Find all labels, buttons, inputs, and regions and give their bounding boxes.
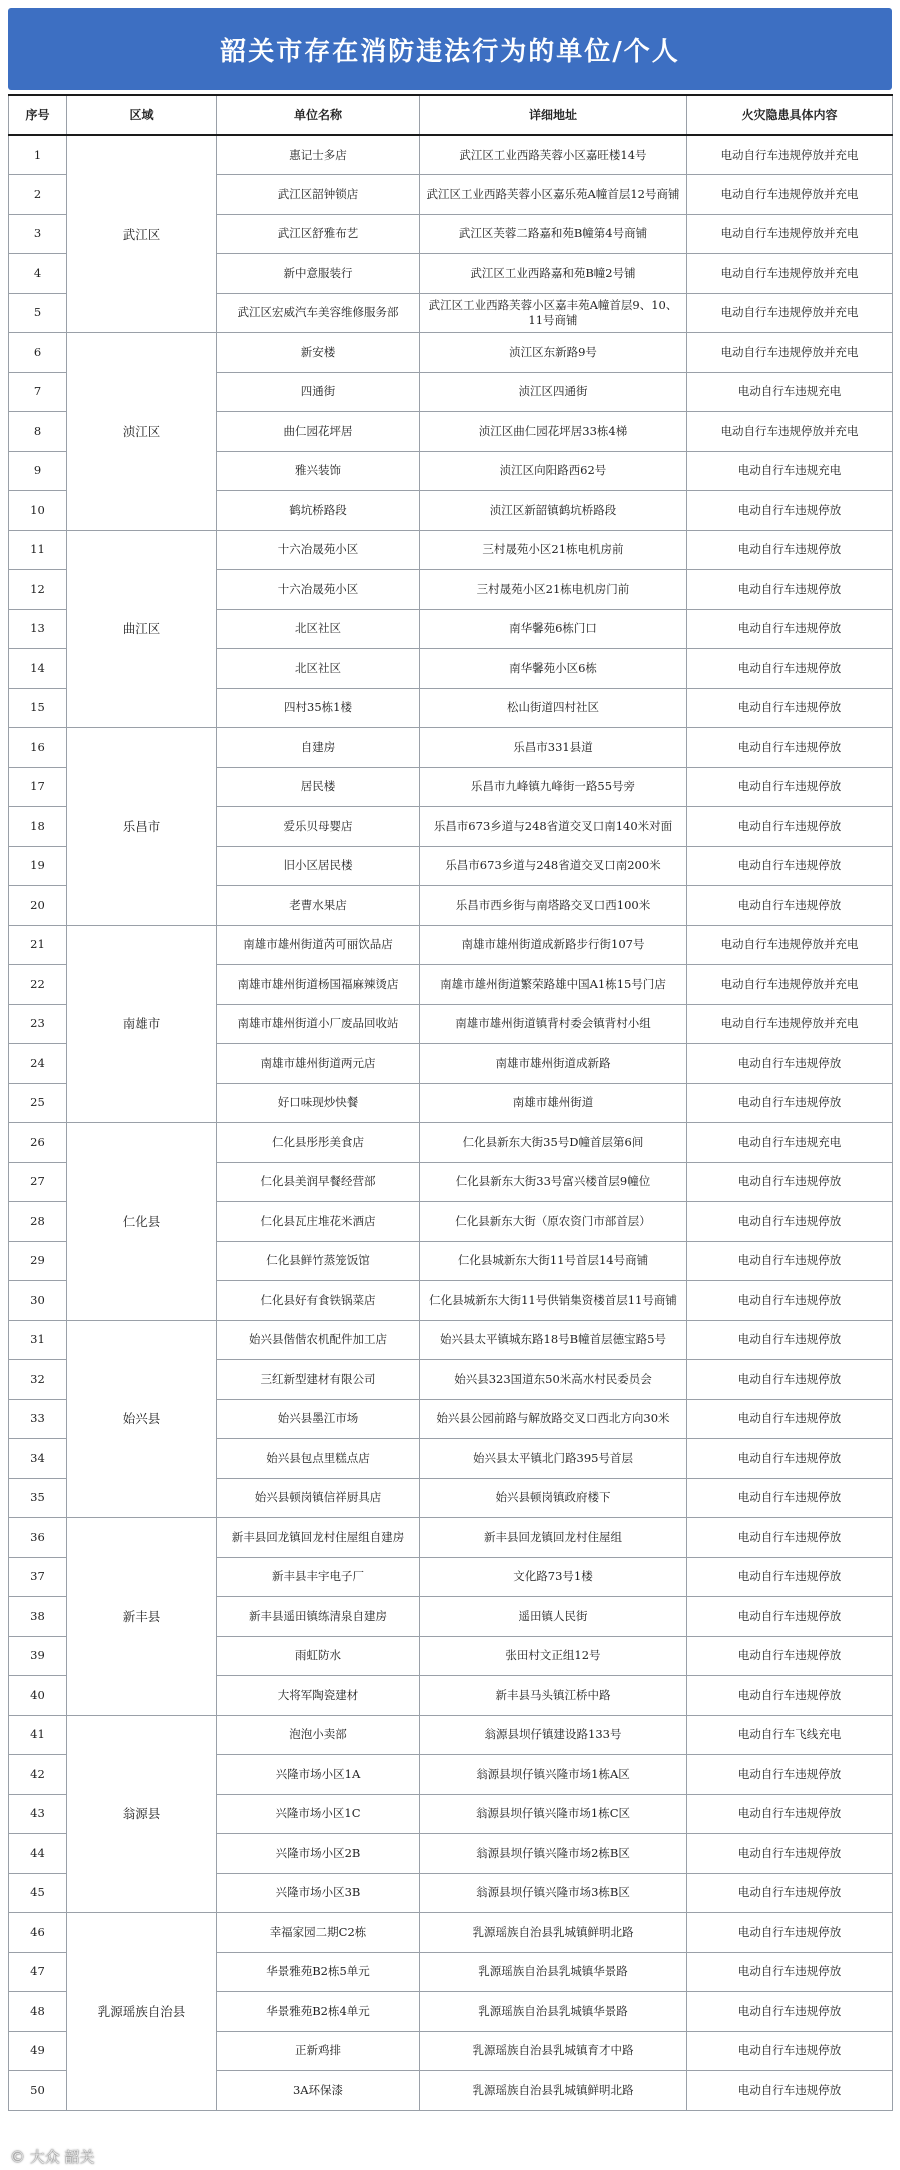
cell-address: 武江区工业西路芙蓉小区嘉乐苑A幢首层12号商铺 bbox=[420, 175, 687, 215]
cell-address: 武江区工业西路芙蓉小区嘉旺楼14号 bbox=[420, 135, 687, 175]
cell-index: 45 bbox=[9, 1873, 67, 1913]
cell-hazard: 电动自行车违规停放 bbox=[687, 2071, 893, 2111]
cell-unit-name: 兴隆市场小区1A bbox=[217, 1755, 420, 1795]
cell-unit-name: 北区社区 bbox=[217, 649, 420, 689]
cell-index: 22 bbox=[9, 965, 67, 1005]
cell-hazard: 电动自行车违规停放并充电 bbox=[687, 925, 893, 965]
cell-unit-name: 新安楼 bbox=[217, 333, 420, 373]
cell-hazard: 电动自行车违规停放 bbox=[687, 1834, 893, 1874]
table-header-row bbox=[9, 95, 893, 135]
cell-unit-name: 北区社区 bbox=[217, 609, 420, 649]
table-row bbox=[9, 925, 893, 965]
cell-unit-name: 旧小区居民楼 bbox=[217, 846, 420, 886]
cell-index: 21 bbox=[9, 925, 67, 965]
cell-hazard: 电动自行车违规停放 bbox=[687, 846, 893, 886]
cell-unit-name: 四村35栋1楼 bbox=[217, 688, 420, 728]
cell-address: 翁源县坝仔镇建设路133号 bbox=[420, 1715, 687, 1755]
cell-hazard: 电动自行车违规停放 bbox=[687, 767, 893, 807]
cell-hazard: 电动自行车违规停放 bbox=[687, 688, 893, 728]
cell-unit-name: 仁化县彤彤美食店 bbox=[217, 1123, 420, 1163]
cell-hazard: 电动自行车违规停放并充电 bbox=[687, 135, 893, 175]
cell-unit-name: 南雄市雄州街道杨国福麻辣烫店 bbox=[217, 965, 420, 1005]
cell-index: 23 bbox=[9, 1004, 67, 1044]
cell-index: 46 bbox=[9, 1913, 67, 1953]
cell-address: 仁化县城新东大街11号首层14号商铺 bbox=[420, 1241, 687, 1281]
cell-hazard: 电动自行车违规充电 bbox=[687, 451, 893, 491]
cell-hazard: 电动自行车违规停放 bbox=[687, 1952, 893, 1992]
cell-hazard: 电动自行车违规停放 bbox=[687, 1320, 893, 1360]
cell-address: 松山街道四村社区 bbox=[420, 688, 687, 728]
cell-address: 仁化县新东大街33号富兴楼首层9幢位 bbox=[420, 1162, 687, 1202]
cell-district: 仁化县 bbox=[67, 1123, 217, 1321]
cell-address: 武江区芙蓉二路嘉和苑B幢第4号商铺 bbox=[420, 214, 687, 254]
cell-hazard: 电动自行车违规停放并充电 bbox=[687, 254, 893, 294]
cell-address: 乐昌市331县道 bbox=[420, 728, 687, 768]
cell-unit-name: 仁化县美润早餐经营部 bbox=[217, 1162, 420, 1202]
cell-address: 遥田镇人民街 bbox=[420, 1597, 687, 1637]
cell-district: 翁源县 bbox=[67, 1715, 217, 1913]
cell-index: 35 bbox=[9, 1478, 67, 1518]
cell-unit-name: 兴隆市场小区1C bbox=[217, 1794, 420, 1834]
cell-address: 仁化县新东大街（原农资门市部首层） bbox=[420, 1202, 687, 1242]
cell-hazard: 电动自行车违规停放 bbox=[687, 728, 893, 768]
cell-unit-name: 惠记士多店 bbox=[217, 135, 420, 175]
cell-index: 4 bbox=[9, 254, 67, 294]
cell-address: 浈江区四通街 bbox=[420, 372, 687, 412]
cell-district: 浈江区 bbox=[67, 333, 217, 531]
cell-address: 乳源瑶族自治县乳城镇鲜明北路 bbox=[420, 1913, 687, 1953]
cell-unit-name: 三红新型建材有限公司 bbox=[217, 1360, 420, 1400]
cell-address: 翁源县坝仔镇兴隆市场1栋A区 bbox=[420, 1755, 687, 1795]
cell-hazard: 电动自行车违规停放 bbox=[687, 1755, 893, 1795]
cell-address: 新丰县马头镇江桥中路 bbox=[420, 1676, 687, 1716]
cell-address: 始兴县公园前路与解放路交叉口西北方向30米 bbox=[420, 1399, 687, 1439]
cell-hazard: 电动自行车违规停放 bbox=[687, 1794, 893, 1834]
cell-unit-name: 自建房 bbox=[217, 728, 420, 768]
cell-index: 44 bbox=[9, 1834, 67, 1874]
cell-address: 仁化县新东大街35号D幢首层第6间 bbox=[420, 1123, 687, 1163]
cell-index: 20 bbox=[9, 886, 67, 926]
cell-address: 南雄市雄州街道 bbox=[420, 1083, 687, 1123]
cell-hazard: 电动自行车违规停放 bbox=[687, 491, 893, 531]
cell-unit-name: 正新鸡排 bbox=[217, 2031, 420, 2071]
cell-index: 1 bbox=[9, 135, 67, 175]
cell-address: 翁源县坝仔镇兴隆市场1栋C区 bbox=[420, 1794, 687, 1834]
cell-district: 武江区 bbox=[67, 135, 217, 333]
cell-index: 43 bbox=[9, 1794, 67, 1834]
column-header-district: 区域 bbox=[67, 95, 217, 135]
cell-unit-name: 始兴县包点里糕点店 bbox=[217, 1439, 420, 1479]
cell-unit-name: 新丰县丰宇电子厂 bbox=[217, 1557, 420, 1597]
cell-address: 乐昌市673乡道与248省道交叉口南200米 bbox=[420, 846, 687, 886]
cell-hazard: 电动自行车违规停放 bbox=[687, 1162, 893, 1202]
cell-district: 曲江区 bbox=[67, 530, 217, 728]
cell-address: 南华馨苑小区6栋 bbox=[420, 649, 687, 689]
cell-address: 南雄市雄州街道镇背村委会镇背村小组 bbox=[420, 1004, 687, 1044]
cell-index: 15 bbox=[9, 688, 67, 728]
cell-index: 29 bbox=[9, 1241, 67, 1281]
cell-index: 11 bbox=[9, 530, 67, 570]
cell-address: 浈江区东新路9号 bbox=[420, 333, 687, 373]
cell-unit-name: 3A环保漆 bbox=[217, 2071, 420, 2111]
cell-unit-name: 南雄市雄州街道两元店 bbox=[217, 1044, 420, 1084]
cell-index: 25 bbox=[9, 1083, 67, 1123]
cell-address: 三村晟苑小区21栋电机房前 bbox=[420, 530, 687, 570]
cell-hazard: 电动自行车违规停放 bbox=[687, 1636, 893, 1676]
cell-unit-name: 武江区韶钟锁店 bbox=[217, 175, 420, 215]
cell-unit-name: 华景雅苑B2栋4单元 bbox=[217, 1992, 420, 2032]
cell-unit-name: 鹤坑桥路段 bbox=[217, 491, 420, 531]
cell-hazard: 电动自行车违规停放 bbox=[687, 2031, 893, 2071]
cell-address: 始兴县太平镇城东路18号B幢首层德宝路5号 bbox=[420, 1320, 687, 1360]
cell-hazard: 电动自行车违规充电 bbox=[687, 372, 893, 412]
cell-unit-name: 幸福家园二期C2栋 bbox=[217, 1913, 420, 1953]
cell-hazard: 电动自行车违规充电 bbox=[687, 1123, 893, 1163]
cell-index: 42 bbox=[9, 1755, 67, 1795]
cell-hazard: 电动自行车违规停放 bbox=[687, 1399, 893, 1439]
cell-unit-name: 十六冶晟苑小区 bbox=[217, 570, 420, 610]
cell-unit-name: 新丰县遥田镇练清泉自建房 bbox=[217, 1597, 420, 1637]
cell-hazard: 电动自行车违规停放 bbox=[687, 886, 893, 926]
cell-address: 始兴县323国道东50米高水村民委员会 bbox=[420, 1360, 687, 1400]
cell-index: 24 bbox=[9, 1044, 67, 1084]
cell-hazard: 电动自行车违规停放 bbox=[687, 1202, 893, 1242]
cell-unit-name: 南雄市雄州街道小厂废品回收站 bbox=[217, 1004, 420, 1044]
cell-index: 14 bbox=[9, 649, 67, 689]
cell-index: 8 bbox=[9, 412, 67, 452]
cell-unit-name: 爱乐贝母婴店 bbox=[217, 807, 420, 847]
cell-address: 始兴县顿岗镇政府楼下 bbox=[420, 1478, 687, 1518]
cell-hazard: 电动自行车违规停放 bbox=[687, 609, 893, 649]
cell-address: 乐昌市九峰镇九峰街一路55号旁 bbox=[420, 767, 687, 807]
title-banner bbox=[8, 8, 892, 90]
cell-index: 38 bbox=[9, 1597, 67, 1637]
cell-address: 文化路73号1楼 bbox=[420, 1557, 687, 1597]
cell-address: 新丰县回龙镇回龙村住屋组 bbox=[420, 1518, 687, 1558]
cell-index: 2 bbox=[9, 175, 67, 215]
cell-index: 27 bbox=[9, 1162, 67, 1202]
cell-unit-name: 泡泡小卖部 bbox=[217, 1715, 420, 1755]
cell-hazard: 电动自行车违规停放 bbox=[687, 1597, 893, 1637]
cell-hazard: 电动自行车违规停放 bbox=[687, 530, 893, 570]
cell-hazard: 电动自行车违规停放 bbox=[687, 1439, 893, 1479]
cell-index: 6 bbox=[9, 333, 67, 373]
cell-hazard: 电动自行车违规停放 bbox=[687, 1992, 893, 2032]
cell-unit-name: 武江区舒雅布艺 bbox=[217, 214, 420, 254]
cell-address: 武江区工业西路嘉和苑B幢2号铺 bbox=[420, 254, 687, 294]
table-body bbox=[9, 135, 893, 2110]
cell-hazard: 电动自行车违规停放 bbox=[687, 1913, 893, 1953]
cell-index: 37 bbox=[9, 1557, 67, 1597]
cell-address: 南华馨苑6栋门口 bbox=[420, 609, 687, 649]
cell-unit-name: 兴隆市场小区2B bbox=[217, 1834, 420, 1874]
cell-unit-name: 始兴县偕偕农机配件加工店 bbox=[217, 1320, 420, 1360]
column-header-unit-name: 单位名称 bbox=[217, 95, 420, 135]
cell-unit-name: 新丰县回龙镇回龙村住屋组自建房 bbox=[217, 1518, 420, 1558]
cell-address: 乳源瑶族自治县乳城镇华景路 bbox=[420, 1992, 687, 2032]
cell-hazard: 电动自行车飞线充电 bbox=[687, 1715, 893, 1755]
cell-hazard: 电动自行车违规停放并充电 bbox=[687, 175, 893, 215]
cell-index: 7 bbox=[9, 372, 67, 412]
cell-unit-name: 好口味现炒快餐 bbox=[217, 1083, 420, 1123]
table-row bbox=[9, 1320, 893, 1360]
cell-hazard: 电动自行车违规停放 bbox=[687, 1478, 893, 1518]
cell-index: 28 bbox=[9, 1202, 67, 1242]
cell-unit-name: 仁化县好有食铁锅菜店 bbox=[217, 1281, 420, 1321]
violations-table bbox=[8, 94, 893, 2111]
cell-hazard: 电动自行车违规停放 bbox=[687, 1044, 893, 1084]
cell-index: 36 bbox=[9, 1518, 67, 1558]
cell-index: 19 bbox=[9, 846, 67, 886]
cell-index: 39 bbox=[9, 1636, 67, 1676]
cell-index: 5 bbox=[9, 293, 67, 333]
cell-index: 40 bbox=[9, 1676, 67, 1716]
cell-unit-name: 四通街 bbox=[217, 372, 420, 412]
cell-unit-name: 老曹水果店 bbox=[217, 886, 420, 926]
cell-address: 乳源瑶族自治县乳城镇华景路 bbox=[420, 1952, 687, 1992]
cell-hazard: 电动自行车违规停放 bbox=[687, 1281, 893, 1321]
table-row bbox=[9, 1518, 893, 1558]
watermark: © 大众 韶关 bbox=[10, 2148, 95, 2166]
cell-index: 26 bbox=[9, 1123, 67, 1163]
cell-index: 48 bbox=[9, 1992, 67, 2032]
cell-index: 32 bbox=[9, 1360, 67, 1400]
cell-index: 16 bbox=[9, 728, 67, 768]
cell-index: 34 bbox=[9, 1439, 67, 1479]
cell-unit-name: 兴隆市场小区3B bbox=[217, 1873, 420, 1913]
cell-index: 30 bbox=[9, 1281, 67, 1321]
cell-address: 三村晟苑小区21栋电机房门前 bbox=[420, 570, 687, 610]
cell-index: 50 bbox=[9, 2071, 67, 2111]
table-row bbox=[9, 1715, 893, 1755]
cell-district: 乳源瑶族自治县 bbox=[67, 1913, 217, 2111]
cell-index: 33 bbox=[9, 1399, 67, 1439]
cell-unit-name: 仁化县鲜竹蒸笼饭馆 bbox=[217, 1241, 420, 1281]
cell-index: 10 bbox=[9, 491, 67, 531]
cell-index: 3 bbox=[9, 214, 67, 254]
cell-hazard: 电动自行车违规停放并充电 bbox=[687, 1004, 893, 1044]
table-row bbox=[9, 135, 893, 175]
cell-address: 翁源县坝仔镇兴隆市场2栋B区 bbox=[420, 1834, 687, 1874]
cell-address: 乳源瑶族自治县乳城镇鲜明北路 bbox=[420, 2071, 687, 2111]
cell-unit-name: 曲仁园花坪居 bbox=[217, 412, 420, 452]
cell-index: 31 bbox=[9, 1320, 67, 1360]
cell-district: 新丰县 bbox=[67, 1518, 217, 1716]
cell-address: 仁化县城新东大街11号供销集资楼首层11号商铺 bbox=[420, 1281, 687, 1321]
cell-index: 12 bbox=[9, 570, 67, 610]
cell-hazard: 电动自行车违规停放 bbox=[687, 1360, 893, 1400]
cell-unit-name: 华景雅苑B2栋5单元 bbox=[217, 1952, 420, 1992]
cell-hazard: 电动自行车违规停放 bbox=[687, 1676, 893, 1716]
cell-hazard: 电动自行车违规停放 bbox=[687, 570, 893, 610]
cell-hazard: 电动自行车违规停放并充电 bbox=[687, 412, 893, 452]
table-row bbox=[9, 333, 893, 373]
cell-address: 南雄市雄州街道繁荣路雄中国A1栋15号门店 bbox=[420, 965, 687, 1005]
cell-hazard: 电动自行车违规停放并充电 bbox=[687, 333, 893, 373]
table-row bbox=[9, 1123, 893, 1163]
cell-index: 18 bbox=[9, 807, 67, 847]
cell-index: 17 bbox=[9, 767, 67, 807]
cell-index: 41 bbox=[9, 1715, 67, 1755]
cell-hazard: 电动自行车违规停放 bbox=[687, 1557, 893, 1597]
cell-address: 乐昌市西乡街与南塔路交叉口西100米 bbox=[420, 886, 687, 926]
cell-address: 南雄市雄州街道成新路步行街107号 bbox=[420, 925, 687, 965]
cell-unit-name: 居民楼 bbox=[217, 767, 420, 807]
cell-district: 乐昌市 bbox=[67, 728, 217, 926]
cell-unit-name: 南雄市雄州街道芮可丽饮品店 bbox=[217, 925, 420, 965]
page-title: 韶关市存在消防违法行为的单位/个人 bbox=[220, 36, 680, 67]
column-header-hazard: 火灾隐患具体内容 bbox=[687, 95, 893, 135]
table-row bbox=[9, 530, 893, 570]
cell-index: 9 bbox=[9, 451, 67, 491]
cell-unit-name: 雨虹防水 bbox=[217, 1636, 420, 1676]
cell-address: 始兴县太平镇北门路395号首层 bbox=[420, 1439, 687, 1479]
cell-unit-name: 始兴县墨江市场 bbox=[217, 1399, 420, 1439]
cell-unit-name: 武江区宏威汽车美容维修服务部 bbox=[217, 293, 420, 333]
cell-hazard: 电动自行车违规停放 bbox=[687, 1518, 893, 1558]
cell-hazard: 电动自行车违规停放 bbox=[687, 1083, 893, 1123]
cell-address: 浈江区新韶镇鹤坑桥路段 bbox=[420, 491, 687, 531]
cell-index: 13 bbox=[9, 609, 67, 649]
cell-address: 张田村文正组12号 bbox=[420, 1636, 687, 1676]
cell-unit-name: 仁化县瓦庄堆花米酒店 bbox=[217, 1202, 420, 1242]
cell-unit-name: 十六冶晟苑小区 bbox=[217, 530, 420, 570]
cell-hazard: 电动自行车违规停放 bbox=[687, 1873, 893, 1913]
cell-hazard: 电动自行车违规停放 bbox=[687, 807, 893, 847]
column-header-index: 序号 bbox=[9, 95, 67, 135]
cell-address: 浈江区向阳路西62号 bbox=[420, 451, 687, 491]
cell-district: 始兴县 bbox=[67, 1320, 217, 1518]
cell-address: 南雄市雄州街道成新路 bbox=[420, 1044, 687, 1084]
table-row bbox=[9, 728, 893, 768]
cell-address: 乳源瑶族自治县乳城镇育才中路 bbox=[420, 2031, 687, 2071]
cell-index: 47 bbox=[9, 1952, 67, 1992]
cell-unit-name: 雅兴装饰 bbox=[217, 451, 420, 491]
cell-unit-name: 大将军陶瓷建材 bbox=[217, 1676, 420, 1716]
cell-address: 翁源县坝仔镇兴隆市场3栋B区 bbox=[420, 1873, 687, 1913]
column-header-address: 详细地址 bbox=[420, 95, 687, 135]
cell-unit-name: 始兴县顿岗镇信祥厨具店 bbox=[217, 1478, 420, 1518]
cell-district: 南雄市 bbox=[67, 925, 217, 1123]
cell-unit-name: 新中意服装行 bbox=[217, 254, 420, 294]
cell-address: 乐昌市673乡道与248省道交叉口南140米对面 bbox=[420, 807, 687, 847]
cell-hazard: 电动自行车违规停放 bbox=[687, 649, 893, 689]
cell-hazard: 电动自行车违规停放并充电 bbox=[687, 965, 893, 1005]
table-row bbox=[9, 1913, 893, 1953]
cell-address: 武江区工业西路芙蓉小区嘉丰苑A幢首层9、10、11号商铺 bbox=[420, 293, 687, 333]
cell-hazard: 电动自行车违规停放 bbox=[687, 1241, 893, 1281]
cell-index: 49 bbox=[9, 2031, 67, 2071]
cell-hazard: 电动自行车违规停放并充电 bbox=[687, 293, 893, 333]
cell-address: 浈江区曲仁园花坪居33栋4梯 bbox=[420, 412, 687, 452]
cell-hazard: 电动自行车违规停放并充电 bbox=[687, 214, 893, 254]
